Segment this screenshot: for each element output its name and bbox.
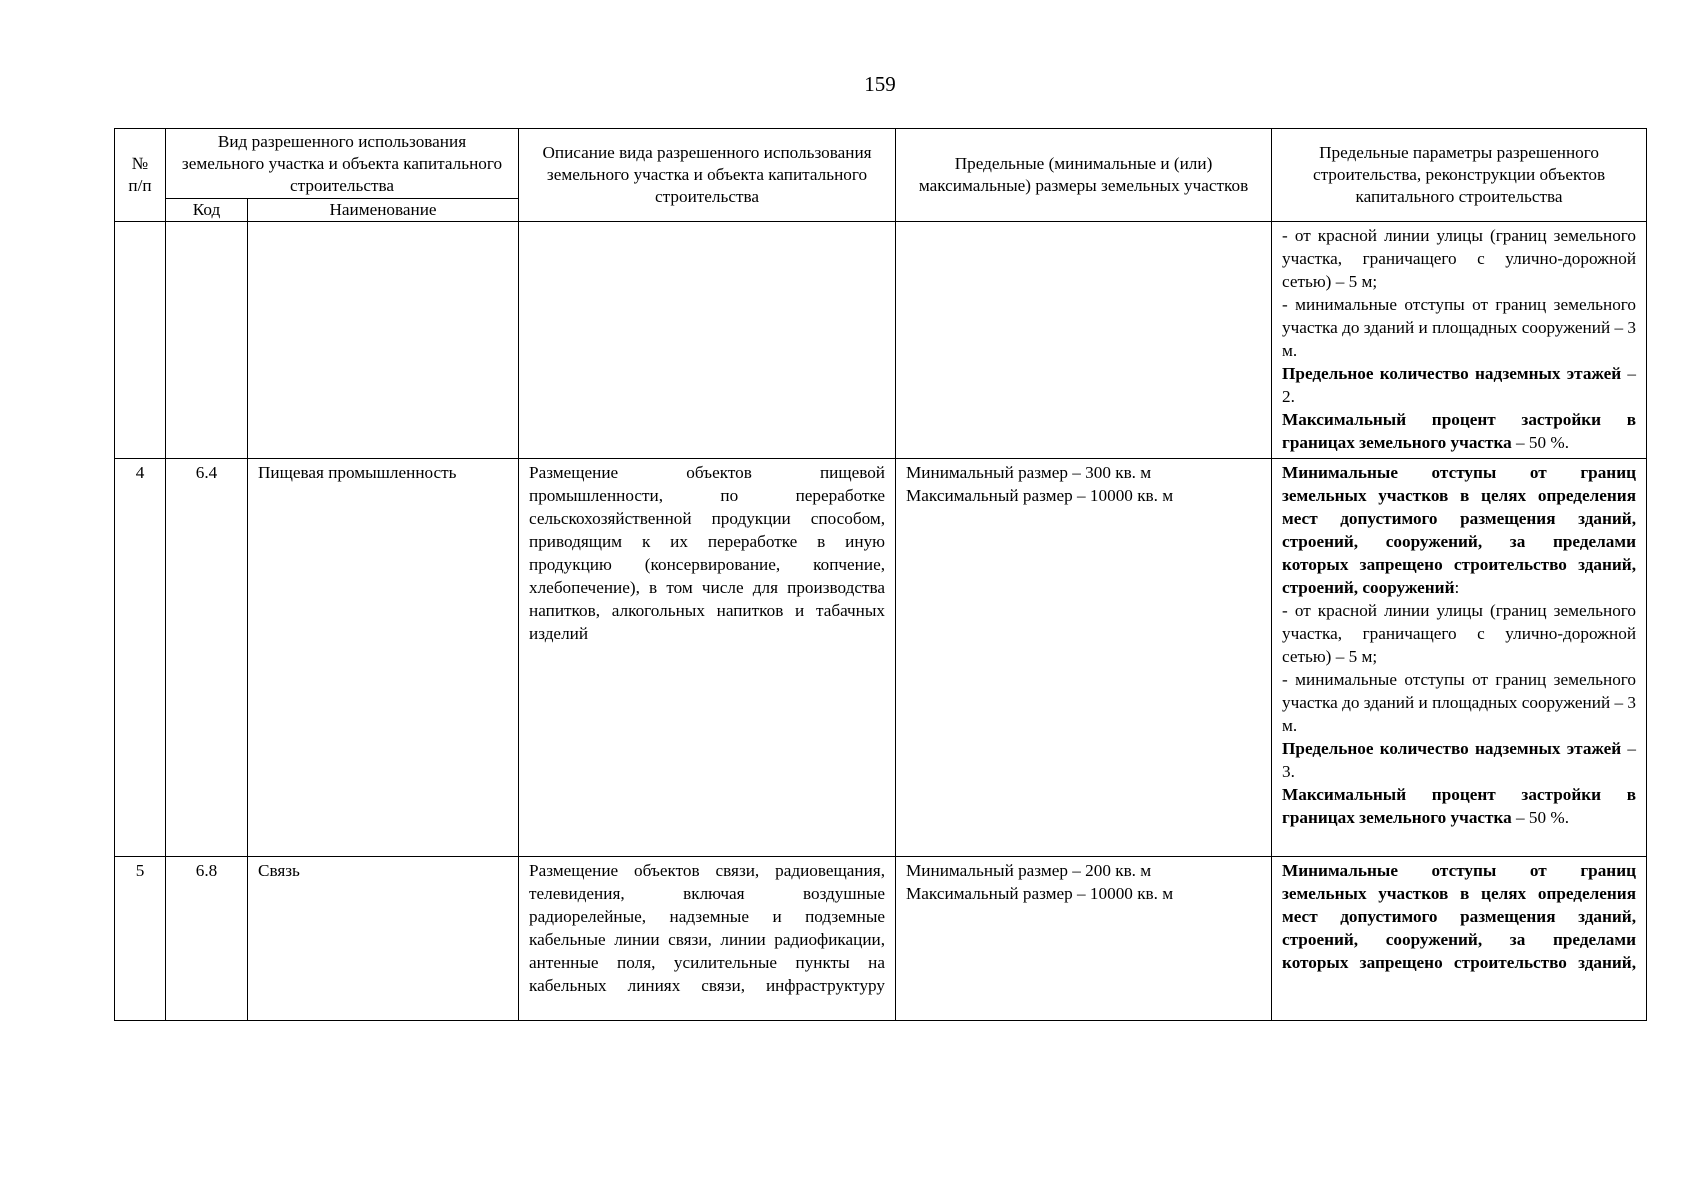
row-params <box>1272 857 1647 1021</box>
table-row <box>115 222 1647 459</box>
row-description: Размещение объектов пищевой промышленности, по переработке сельскохозяйственной продукции способом, приводящим к их переработке в иную продукцию (консервирование, копчение, хлебопечение), в том числе для производства напитков, алкогольных напитков и табачных изделий <box>519 459 896 857</box>
size-min: Минимальный размер – 300 кв. м <box>906 463 1152 482</box>
row-sizes <box>896 222 1272 459</box>
row-params <box>1272 459 1647 857</box>
table-row <box>115 857 1647 1021</box>
row-code <box>166 222 248 459</box>
param-setback-red-line: - от красной линии улицы (границ земельного участка, граничащего с улично-дорожной сетью) – 5 м; <box>1282 601 1637 666</box>
header-code: Код <box>166 199 248 222</box>
param-floors-label: Предельное количество надземных этажей <box>1282 739 1622 758</box>
param-floors-label: Предельное количество надземных этажей <box>1282 364 1622 383</box>
param-coverage-value: – 50 %. <box>1511 433 1570 452</box>
row-params <box>1272 222 1647 459</box>
param-coverage-value: – 50 %. <box>1511 808 1570 827</box>
param-coverage-label: Максимальный процент застройки в границах земельного участка <box>1282 410 1637 452</box>
size-max: Максимальный размер – 10000 кв. м <box>906 486 1174 505</box>
size-min: Минимальный размер – 200 кв. м <box>906 861 1152 880</box>
param-setbacks-colon: : <box>1454 578 1460 597</box>
param-setback-min: - минимальные отступы от границ земельного участка до зданий и площадных сооружений – 3 м. <box>1282 295 1637 360</box>
row-number: 4 <box>115 459 166 857</box>
row-sizes <box>896 857 1272 1021</box>
header-number: № п/п <box>115 129 166 222</box>
param-setbacks-title: Минимальные отступы от границ земельных участков в целях определения мест допустимого размещения зданий, строений, сооружений, за пределами которых запрещено строительство зданий, строений, сооружений <box>1282 463 1637 597</box>
row-name: Пищевая промышленность <box>248 459 519 857</box>
param-floors-value: – 3. <box>1282 739 1637 781</box>
size-max: Максимальный размер – 10000 кв. м <box>906 884 1174 903</box>
param-coverage <box>1282 783 1636 829</box>
param-setback-red-line: - от красной линии улицы (границ земельного участка, граничащего с улично-дорожной сетью) – 5 м; <box>1282 226 1637 291</box>
row-code: 6.8 <box>166 857 248 1021</box>
row-name <box>248 222 519 459</box>
table-row <box>115 459 1647 857</box>
param-setbacks-title: Минимальные отступы от границ земельных участков в целях определения мест допустимого размещения зданий, строений, сооружений, за пределами которых запрещено строительство зданий, <box>1282 861 1637 972</box>
regulations-table <box>114 128 1647 1021</box>
page-number: 159 <box>864 72 896 96</box>
row-name: Связь <box>248 857 519 1021</box>
param-floors-value: – 2. <box>1282 364 1637 406</box>
row-description <box>519 222 896 459</box>
param-coverage-label: Максимальный процент застройки в границах земельного участка <box>1282 785 1637 827</box>
row-number: 5 <box>115 857 166 1021</box>
param-floors <box>1282 737 1636 783</box>
row-description: Размещение объектов связи, радиовещания, телевидения, включая воздушные радиорелейные, надземные и подземные кабельные линии связи, линии радиофикации, антенные поля, усилительные пункты на кабельных линиях связи, инфраструктуру <box>519 857 896 1021</box>
header-sizes: Предельные (минимальные и (или) максимальные) размеры земельных участков <box>896 129 1272 222</box>
row-code: 6.4 <box>166 459 248 857</box>
header-description: Описание вида разрешенного использования земельного участка и объекта капитального строительства <box>519 129 896 222</box>
header-name: Наименование <box>248 199 519 222</box>
row-number <box>115 222 166 459</box>
header-vri-group: Вид разрешенного использования земельного участка и объекта капитального строительства <box>166 129 519 199</box>
row-sizes <box>896 459 1272 857</box>
param-floors <box>1282 362 1636 408</box>
header-params: Предельные параметры разрешенного строительства, реконструкции объектов капитального строительства <box>1272 129 1647 222</box>
param-setbacks <box>1282 461 1636 599</box>
param-setback-min: - минимальные отступы от границ земельного участка до зданий и площадных сооружений – 3 м. <box>1282 670 1637 735</box>
param-coverage <box>1282 408 1636 454</box>
